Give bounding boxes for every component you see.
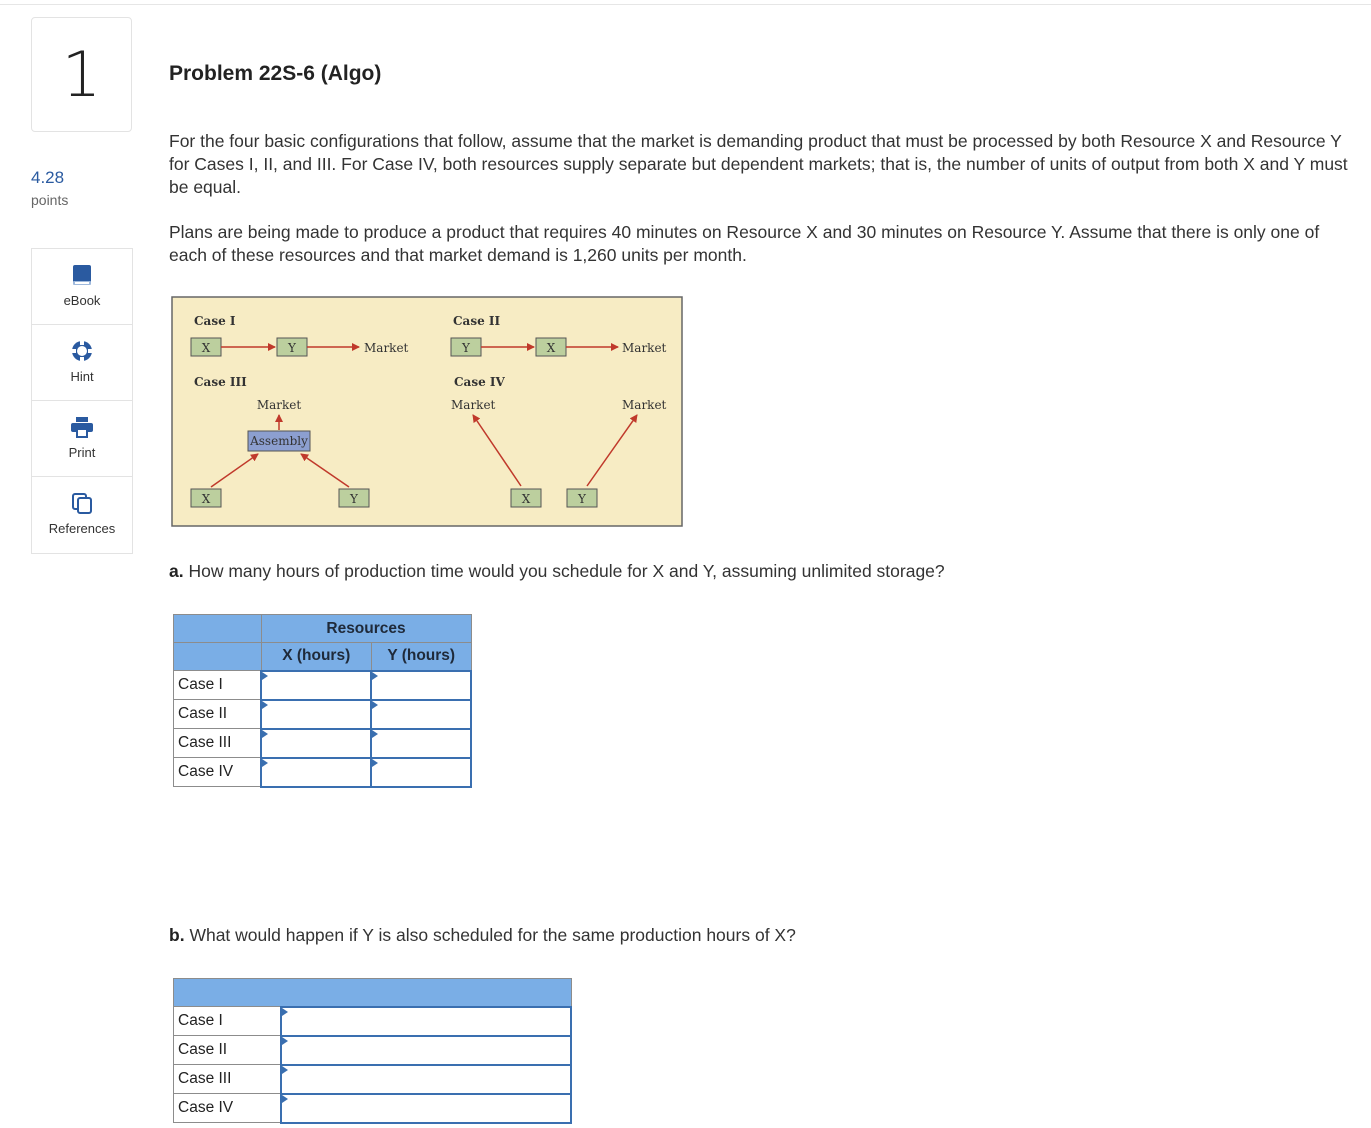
table-row bbox=[174, 729, 472, 758]
case4-x-label: X bbox=[521, 492, 531, 506]
top-divider bbox=[0, 4, 1371, 5]
part-a-header-blank-2 bbox=[174, 643, 262, 671]
case1-y-label: Y bbox=[288, 341, 296, 355]
case2-market: Market bbox=[622, 341, 667, 355]
case2-title: Case II bbox=[453, 314, 501, 328]
table-row bbox=[174, 1036, 572, 1065]
table-row bbox=[174, 758, 472, 787]
book-icon bbox=[70, 263, 94, 287]
diagram-background bbox=[172, 297, 682, 526]
case2-y-label: Y bbox=[462, 341, 470, 355]
hint-button[interactable] bbox=[32, 325, 132, 401]
row-label: Case IV bbox=[174, 1094, 282, 1123]
row-label: Case IV bbox=[174, 758, 262, 787]
case4-y-label: Y bbox=[578, 492, 586, 506]
problem-title: Problem 22S-6 (Algo) bbox=[169, 62, 382, 85]
part-a-prefix: a. bbox=[169, 561, 184, 581]
case4-answer-select[interactable] bbox=[281, 1094, 571, 1123]
case3-answer-select[interactable] bbox=[281, 1065, 571, 1094]
case3-y-hours-input[interactable] bbox=[371, 729, 471, 758]
resources-header: Resources bbox=[261, 615, 471, 643]
row-label: Case I bbox=[174, 1007, 282, 1036]
case1-y-hours-input[interactable] bbox=[371, 671, 471, 700]
part-a-header-blank bbox=[174, 615, 262, 643]
case2-y-hours-input[interactable] bbox=[371, 700, 471, 729]
case4-market-left: Market bbox=[451, 398, 496, 412]
table-row bbox=[174, 671, 472, 700]
case3-assembly-label: Assembly bbox=[250, 434, 308, 448]
part-b-header bbox=[174, 979, 572, 1007]
case2-answer-select[interactable] bbox=[281, 1036, 571, 1065]
copy-icon bbox=[70, 491, 94, 515]
part-a-table bbox=[173, 614, 472, 788]
question-number: 1 bbox=[31, 17, 132, 132]
case3-title: Case III bbox=[194, 375, 247, 389]
y-hours-header: Y (hours) bbox=[371, 643, 471, 671]
part-b-table bbox=[173, 978, 572, 1124]
lifebuoy-icon bbox=[70, 339, 94, 363]
configuration-diagram bbox=[171, 296, 683, 528]
points-label: points bbox=[31, 192, 69, 208]
case4-y-hours-input[interactable] bbox=[371, 758, 471, 787]
case3-x-label: X bbox=[201, 492, 211, 506]
case1-answer-select[interactable] bbox=[281, 1007, 571, 1036]
print-button[interactable] bbox=[32, 401, 132, 477]
part-a-text: How many hours of production time would you schedule for X and Y, assuming unlimited storage? bbox=[188, 561, 945, 581]
case4-market-right: Market bbox=[622, 398, 667, 412]
row-label: Case III bbox=[174, 1065, 282, 1094]
row-label: Case III bbox=[174, 729, 262, 758]
references-button[interactable] bbox=[32, 477, 132, 553]
part-b-text: What would happen if Y is also scheduled for the same production hours of X? bbox=[189, 925, 796, 945]
problem-paragraph-2: Plans are being made to produce a product that requires 40 minutes on Resource X and 30 minutes on Resource Y. Assume that there is only one of each of these resources and that market demand is 1,260 units per month. bbox=[169, 222, 1320, 265]
row-label: Case II bbox=[174, 1036, 282, 1065]
tool-panel bbox=[31, 248, 133, 554]
case3-y-label: Y bbox=[350, 492, 358, 506]
table-row bbox=[174, 700, 472, 729]
case1-x-label: X bbox=[201, 341, 211, 355]
case3-x-hours-input[interactable] bbox=[261, 729, 371, 758]
table-row bbox=[174, 1094, 572, 1123]
hint-label: Hint bbox=[70, 369, 94, 384]
x-hours-header: X (hours) bbox=[261, 643, 371, 671]
printer-icon bbox=[69, 415, 95, 439]
row-label: Case I bbox=[174, 671, 262, 700]
part-b-prefix: b. bbox=[169, 925, 185, 945]
part-b-question bbox=[169, 925, 796, 946]
ebook-button[interactable] bbox=[32, 249, 132, 325]
problem-paragraph-1: For the four basic configurations that follow, assume that the market is demanding product that must be processed by both Resource X and Resource Y for Cases I, II, and III. For Case IV, both resources supply separate but dependent markets; that is, the number of units of output from both X and Y must be equal. bbox=[169, 131, 1348, 197]
part-a-question bbox=[169, 561, 945, 582]
case1-market: Market bbox=[364, 341, 409, 355]
table-row bbox=[174, 1065, 572, 1094]
case4-x-hours-input[interactable] bbox=[261, 758, 371, 787]
case1-title: Case I bbox=[194, 314, 236, 328]
table-row bbox=[174, 1007, 572, 1036]
references-label: References bbox=[48, 521, 116, 536]
case2-x-hours-input[interactable] bbox=[261, 700, 371, 729]
ebook-label: eBook bbox=[63, 293, 101, 308]
print-label: Print bbox=[68, 445, 96, 460]
case3-market: Market bbox=[256, 398, 302, 412]
case2-x-label: X bbox=[546, 341, 556, 355]
case4-title: Case IV bbox=[454, 375, 505, 389]
points-value: 4.28 bbox=[31, 168, 65, 187]
case1-x-hours-input[interactable] bbox=[261, 671, 371, 700]
row-label: Case II bbox=[174, 700, 262, 729]
